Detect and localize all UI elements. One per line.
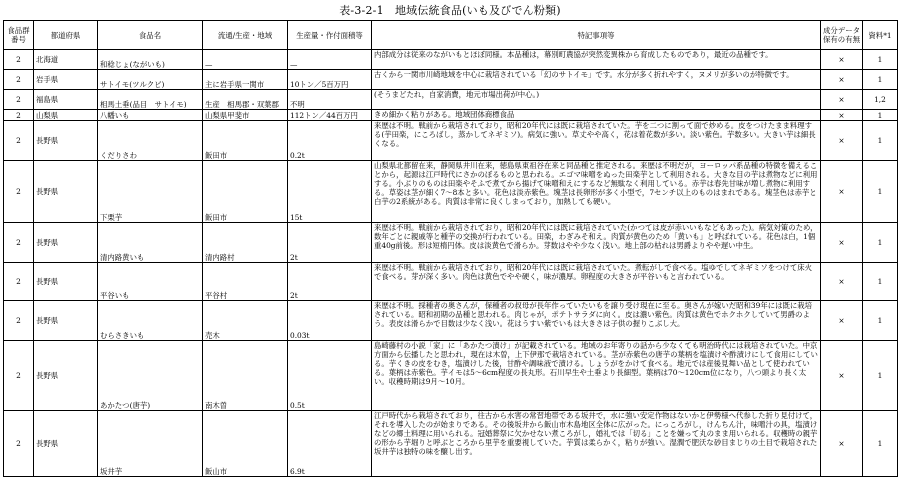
- notes-cell: きめ細かく粘りがある。地域団体商標食品: [372, 110, 821, 121]
- header-row: [4, 21, 898, 50]
- prefecture-cell: 北海道: [34, 50, 98, 70]
- reference-cell: 1: [863, 301, 898, 341]
- distribution-cell: 山梨県甲斐市: [203, 110, 288, 121]
- production-cell: 0.2t: [288, 121, 372, 161]
- component-data-cell: ×: [821, 263, 863, 301]
- food-name-cell: 八幡いも: [98, 110, 203, 121]
- production-cell: 0.03t: [288, 301, 372, 341]
- header-notes: 特記事項等: [372, 21, 821, 50]
- prefecture-cell: 山梨県: [34, 110, 98, 121]
- header-group-no: 食品群番号: [4, 21, 34, 50]
- reference-cell: 1: [863, 70, 898, 90]
- prefecture-cell: 福島県: [34, 90, 98, 110]
- table-row: [4, 161, 898, 223]
- group-cell: 2: [4, 411, 34, 477]
- production-cell: —: [288, 50, 372, 70]
- group-cell: 2: [4, 121, 34, 161]
- reference-cell: 1: [863, 121, 898, 161]
- component-data-cell: ×: [821, 341, 863, 411]
- prefecture-cell: 長野県: [34, 341, 98, 411]
- food-name-cell: くだりさわ: [98, 121, 203, 161]
- notes-cell: 内部成分は従来のながいもとほぼ同様。本品種は，幕別町農協が突然変異株から育成したものであり，最近の品種です。: [372, 50, 821, 70]
- group-cell: 2: [4, 301, 34, 341]
- component-data-cell: ×: [821, 90, 863, 110]
- distribution-cell: 飯山市: [203, 411, 288, 477]
- distribution-cell: 生産 相馬郡・双葉郡: [203, 90, 288, 110]
- distribution-cell: 清内路村: [203, 223, 288, 263]
- component-data-cell: ×: [821, 301, 863, 341]
- food-name-cell: 和稔じょ(ながいも): [98, 50, 203, 70]
- component-data-cell: ×: [821, 121, 863, 161]
- table-row: [4, 263, 898, 301]
- distribution-cell: 主に岩手県一関市: [203, 70, 288, 90]
- header-food-name: 食品名: [98, 21, 203, 50]
- group-cell: 2: [4, 110, 34, 121]
- table-title: 表-3-2-1 地域伝統食品(いも及びでん粉類): [339, 4, 561, 17]
- prefecture-cell: 長野県: [34, 121, 98, 161]
- notes-cell: (そうまどたれ，自家消費，地元市場出荷が中心。): [372, 90, 821, 110]
- distribution-cell: —: [203, 50, 288, 70]
- component-data-cell: ×: [821, 223, 863, 263]
- notes-cell: 島崎藤村の小説「家」に「あかたつ漬け」が記載されている。地域のお年寄りの話から少なくても明治時代には栽培されていた。中京方面から伝播したと思われ，現在は木曽，上下伊那で栽培されている。茎が赤紫色の唐芋の葉柄を塩漬けや酢漬けにして食用にしている。芋くきの皮をむき，塩漬けした後，甘酢や調味液で漬ける。しょうがをかけて食べる。地元では産後見舞い品として使われている。葉柄は赤紫色。芋イモは5～6cm程度の長丸形。石川早生や土垂より長細型。葉柄は70～120cm位になり，八つ頭より長く太い。収穫時期は9月～10月。: [372, 341, 821, 411]
- group-cell: 2: [4, 90, 34, 110]
- food-name-cell: 坂井芋: [98, 411, 203, 477]
- component-data-cell: ×: [821, 110, 863, 121]
- food-name-cell: サトイモ(ツルクビ): [98, 70, 203, 90]
- group-cell: 2: [4, 341, 34, 411]
- production-cell: 15t: [288, 161, 372, 223]
- distribution-cell: 飯田市: [203, 121, 288, 161]
- component-data-cell: ×: [821, 161, 863, 223]
- group-cell: 2: [4, 263, 34, 301]
- table-row: [4, 90, 898, 110]
- notes-cell: 来歴は不明。戦前から栽培されており，昭和20年代には既に栽培されていた。芋を二つに割って面で炒める。皮をつけたまま料理する(芋田楽，にころばし，蒸かしてネギミソ)。病気に強い。草丈やや高く，花は着花数が多い。淡い紫色。芋数多い。大きい芋は細長くなる。: [372, 121, 821, 161]
- table-row: [4, 301, 898, 341]
- distribution-cell: 南木曽: [203, 341, 288, 411]
- reference-cell: 1: [863, 223, 898, 263]
- reference-cell: 1: [863, 341, 898, 411]
- notes-cell: 古くから一関市川崎地域を中心に栽培されている「幻のサトイモ」です。水分が多く折れやすく，ヌメリが多いのが特徴です。: [372, 70, 821, 90]
- prefecture-cell: 長野県: [34, 161, 98, 223]
- reference-cell: 1,2: [863, 90, 898, 110]
- table-row: [4, 223, 898, 263]
- prefecture-cell: 岩手県: [34, 70, 98, 90]
- food-name-cell: 相馬土垂(品目 サトイモ): [98, 90, 203, 110]
- distribution-cell: 売木: [203, 301, 288, 341]
- component-data-cell: ×: [821, 411, 863, 477]
- notes-cell: 山梨県北都留在来，静岡県井川在来，徳島県東祖谷在来と同品種と推定される。来歴は不明だが，ヨーロッパ系品種の特徴を備えることから，起源は江戸時代にさかのぼるものと思われる。エゴマ味噌をぬった田楽芋として利用される。大きな目の芋は煮物などに利用する。小ぶりのものは田楽やそふで煮てから揚げて味噌和えにするなど無駄なく利用している。赤芋は春先甘味が増し煮物に利用する。草姿は茎が細く7～8本と多い。花色は淡赤紫色。塊茎は長卵形が多く小型で，7センチ以上のものはまれである。塊茎色は赤芋と白芋の2系統がある。肉質は非常に良くしまっており，加熱しても硬い。: [372, 161, 821, 223]
- table-row: [4, 411, 898, 477]
- notes-cell: 来歴は不明。採種者の奥さんが，保種者の叔母が長年作っていたいもを譲り受け現在に至る。奥さんが嫁いだ昭和39年には既に栽培されている。昭和初期の品種と思われる。肉じゃが，ポテトサラダに向く。皮は濃い紫色。肉質は黄色でホクホクしていて男爵のよう。表皮は滑らかで目数は少なく浅い。花はうすい紫でいもは大きさは子供の握りこぶし大。: [372, 301, 821, 341]
- production-cell: 2t: [288, 263, 372, 301]
- prefecture-cell: 長野県: [34, 411, 98, 477]
- header-reference: 資料*1: [863, 21, 898, 50]
- food-name-cell: むらさきいも: [98, 301, 203, 341]
- production-cell: 6.9t: [288, 411, 372, 477]
- component-data-cell: ×: [821, 70, 863, 90]
- reference-cell: 1: [863, 110, 898, 121]
- notes-cell: 江戸時代から栽培されており，往古から水害の常習地帯である坂井で，水に強い安定作物はないかと伊勢様へ代参した折り見付けて，それを導入したのが始まりである。その後坂井から飯山市木島地区全体に広がった。にっころがし，けんちん汁，味噌汁の具，塩漬けなどの郷土料理に用いられる。冠婚葬祭に欠かせない煮ころがし，婚礼では「切る」ことを嫌って丸のまま用いられる。収穫時の親芋の形から芋堀りと呼ぶところから里芋を重要視していた。芋質は柔らかく，粘りが強い。湿潤で肥沃な砂目まじりの土目で栽培された坂井芋は独特の味を醸し出す。: [372, 411, 821, 477]
- production-cell: 2t: [288, 223, 372, 263]
- distribution-cell: 飯田市: [203, 161, 288, 223]
- regional-foods-table: [3, 20, 898, 477]
- group-cell: 2: [4, 161, 34, 223]
- food-name-cell: 下栗芋: [98, 161, 203, 223]
- table-row: [4, 70, 898, 90]
- prefecture-cell: 長野県: [34, 263, 98, 301]
- reference-cell: 1: [863, 263, 898, 301]
- reference-cell: 1: [863, 161, 898, 223]
- header-distribution: 流通/生産・地域: [203, 21, 288, 50]
- food-name-cell: 清内路黄いも: [98, 223, 203, 263]
- food-name-cell: 平谷いも: [98, 263, 203, 301]
- production-cell: 不明: [288, 90, 372, 110]
- food-name-cell: あかたつ(唐芋): [98, 341, 203, 411]
- notes-cell: 来歴は不明。戦前から栽培されており，昭和20年代には既に栽培されていた(かつては皮が赤いいもなどもあった)。病気対策のため，数年ごとに親戚等と種芋の交換が行われている。田楽，わぎみそ和え。肉質が黄色のため「黄いも」と呼ばれている。花色は白，1個重40g前後。形は短楕円体。皮は淡黄色で滑らか。芽数はやや少なく浅い。地上部の枯れは男爵よりやや遅い中生。: [372, 223, 821, 263]
- group-cell: 2: [4, 70, 34, 90]
- header-prefecture: 都道府県: [34, 21, 98, 50]
- production-cell: 10トン／5百万円: [288, 70, 372, 90]
- group-cell: 2: [4, 50, 34, 70]
- component-data-cell: ×: [821, 50, 863, 70]
- notes-cell: 来歴は不明。戦前から栽培されており，昭和20年代には既に栽培されていた。煮転がしで食べる。塩ゆでしてネギミソをつけて床火で食べる。芽が深く多い。肉色は黄色でやや硬く，味が濃厚。卵程度の大きさが平谷いもと言われている。: [372, 263, 821, 301]
- distribution-cell: 平谷村: [203, 263, 288, 301]
- production-cell: 0.5t: [288, 341, 372, 411]
- table-row: [4, 50, 898, 70]
- table-row: [4, 121, 898, 161]
- reference-cell: 1: [863, 50, 898, 70]
- header-component-data: 成分データ保有の有無: [821, 21, 863, 50]
- prefecture-cell: 長野県: [34, 223, 98, 263]
- group-cell: 2: [4, 223, 34, 263]
- table-row: [4, 110, 898, 121]
- reference-cell: 1: [863, 411, 898, 477]
- header-production: 生産量・作付面積等: [288, 21, 372, 50]
- prefecture-cell: 長野県: [34, 301, 98, 341]
- table-row: [4, 341, 898, 411]
- production-cell: 112トン／44百万円: [288, 110, 372, 121]
